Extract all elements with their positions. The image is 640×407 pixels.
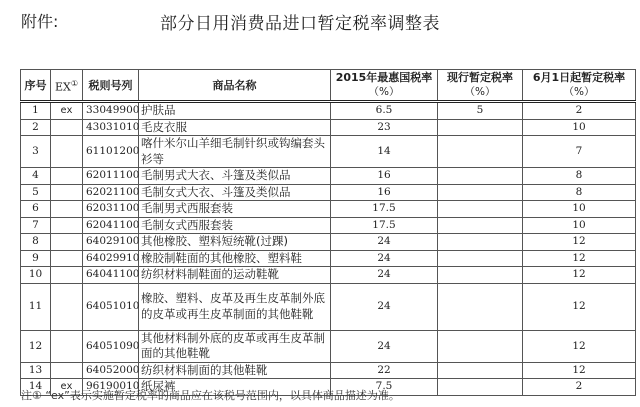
table-row xyxy=(21,168,636,185)
product-name: 橡胶、塑料、皮革及再生皮革制外底的皮革或再生皮革制面的其他鞋靴 xyxy=(139,283,331,330)
product-name: 其他材料制外底的皮革或再生皮革制面的其他鞋靴 xyxy=(139,330,331,362)
tariff-code: 64029100 xyxy=(83,234,139,251)
table-row xyxy=(21,250,636,267)
tariff-table xyxy=(20,69,636,396)
table-row xyxy=(21,267,636,284)
mfn-2015-rate: 16 xyxy=(331,168,438,185)
table-row xyxy=(21,362,636,379)
mfn-2015-rate: 16 xyxy=(331,184,438,201)
row-number: 9 xyxy=(21,250,51,267)
tariff-code: 33049900 xyxy=(83,102,139,120)
col-header-name: 商品名称 xyxy=(139,70,331,102)
product-name: 毛皮衣服 xyxy=(139,119,331,136)
document-title: 部分日用消费品进口暂定税率调整表 xyxy=(160,14,440,34)
jun1-provisional-rate: 12 xyxy=(523,267,636,284)
ex-flag xyxy=(51,201,83,218)
mfn-2015-rate: 23 xyxy=(331,119,438,136)
row-number: 5 xyxy=(21,184,51,201)
jun1-provisional-rate: 12 xyxy=(523,330,636,362)
mfn-2015-rate: 24 xyxy=(331,267,438,284)
current-provisional-rate xyxy=(438,168,523,185)
ex-flag xyxy=(51,119,83,136)
tariff-code: 64029910 xyxy=(83,250,139,267)
mfn-2015-rate: 7.5 xyxy=(331,379,438,396)
ex-flag xyxy=(51,234,83,251)
col-header-jun1-rate: 6月1日起暂定税率 （%） xyxy=(523,70,636,102)
table-row xyxy=(21,102,636,120)
col-header-mfn-2015: 2015年最惠国税率 （%） xyxy=(331,70,438,102)
tariff-code: 64041100 xyxy=(83,267,139,284)
tariff-code: 62041100 xyxy=(83,217,139,234)
table-row xyxy=(21,283,636,330)
current-provisional-rate xyxy=(438,379,523,396)
tariff-code: 62031100 xyxy=(83,201,139,218)
jun1-provisional-rate: 10 xyxy=(523,119,636,136)
table-row xyxy=(21,119,636,136)
jun1-provisional-rate: 2 xyxy=(523,102,636,120)
table-row xyxy=(21,201,636,218)
row-number: 14 xyxy=(21,379,51,396)
product-name: 其他橡胶、塑料短统靴(过踝) xyxy=(139,234,331,251)
ex-flag xyxy=(51,283,83,330)
current-provisional-rate xyxy=(438,283,523,330)
product-name: 橡胶制鞋面的其他橡胶、塑料鞋 xyxy=(139,250,331,267)
jun1-provisional-rate: 8 xyxy=(523,168,636,185)
current-provisional-rate xyxy=(438,119,523,136)
table-row xyxy=(21,136,636,168)
product-name: 纸尿裤 xyxy=(139,379,331,396)
jun1-provisional-rate: 12 xyxy=(523,283,636,330)
jun1-provisional-rate: 12 xyxy=(523,250,636,267)
row-number: 11 xyxy=(21,283,51,330)
ex-flag xyxy=(51,362,83,379)
col-header-current-rate: 现行暂定税率 （%） xyxy=(438,70,523,102)
table-header-row xyxy=(21,70,636,102)
attachment-label: 附件: xyxy=(21,12,59,31)
jun1-provisional-rate: 8 xyxy=(523,184,636,201)
jun1-provisional-rate: 12 xyxy=(523,234,636,251)
mfn-2015-rate: 17.5 xyxy=(331,201,438,218)
col-header-code: 税则号列 xyxy=(83,70,139,102)
product-name: 毛制女式大衣、斗篷及类似品 xyxy=(139,184,331,201)
tariff-code: 61101200 xyxy=(83,136,139,168)
jun1-provisional-rate: 10 xyxy=(523,201,636,218)
jun1-provisional-rate: 12 xyxy=(523,362,636,379)
tariff-code: 64051090 xyxy=(83,330,139,362)
ex-flag xyxy=(51,250,83,267)
ex-flag xyxy=(51,217,83,234)
tariff-code: 64051010 xyxy=(83,283,139,330)
ex-flag xyxy=(51,136,83,168)
current-provisional-rate xyxy=(438,267,523,284)
current-provisional-rate xyxy=(438,184,523,201)
row-number: 12 xyxy=(21,330,51,362)
row-number: 3 xyxy=(21,136,51,168)
table-row xyxy=(21,184,636,201)
row-number: 6 xyxy=(21,201,51,218)
table-row xyxy=(21,330,636,362)
mfn-2015-rate: 14 xyxy=(331,136,438,168)
tariff-code: 43031010 xyxy=(83,119,139,136)
product-name: 喀什米尔山羊细毛制针织或钩编套头衫等 xyxy=(139,136,331,168)
mfn-2015-rate: 24 xyxy=(331,234,438,251)
tariff-code: 62021100 xyxy=(83,184,139,201)
product-name: 毛制男式西服套装 xyxy=(139,201,331,218)
jun1-provisional-rate: 7 xyxy=(523,136,636,168)
ex-flag: ex xyxy=(51,379,83,396)
mfn-2015-rate: 24 xyxy=(331,283,438,330)
current-provisional-rate xyxy=(438,330,523,362)
footnote: 注① “ex”表示实施暂定税率的商品应在该税号范围内，以具体商品描述为准。 xyxy=(21,389,400,402)
product-name: 毛制女式西服套装 xyxy=(139,217,331,234)
current-provisional-rate xyxy=(438,362,523,379)
tariff-code: 64052000 xyxy=(83,362,139,379)
jun1-provisional-rate: 2 xyxy=(523,379,636,396)
current-provisional-rate xyxy=(438,136,523,168)
ex-flag xyxy=(51,184,83,201)
mfn-2015-rate: 24 xyxy=(331,250,438,267)
col-header-ex: EX① xyxy=(51,70,83,102)
product-name: 纺织材料制面的其他鞋靴 xyxy=(139,362,331,379)
product-name: 纺织材料制鞋面的运动鞋靴 xyxy=(139,267,331,284)
row-number: 4 xyxy=(21,168,51,185)
mfn-2015-rate: 6.5 xyxy=(331,102,438,120)
ex-flag xyxy=(51,168,83,185)
mfn-2015-rate: 17.5 xyxy=(331,217,438,234)
ex-flag xyxy=(51,267,83,284)
table-row xyxy=(21,234,636,251)
row-number: 2 xyxy=(21,119,51,136)
current-provisional-rate xyxy=(438,217,523,234)
tariff-code: 96190010 xyxy=(83,379,139,396)
jun1-provisional-rate: 10 xyxy=(523,217,636,234)
ex-flag xyxy=(51,330,83,362)
mfn-2015-rate: 22 xyxy=(331,362,438,379)
col-header-no: 序号 xyxy=(21,70,51,102)
row-number: 8 xyxy=(21,234,51,251)
product-name: 护肤品 xyxy=(139,102,331,120)
product-name: 毛制男式大衣、斗篷及类似品 xyxy=(139,168,331,185)
current-provisional-rate xyxy=(438,201,523,218)
table-row xyxy=(21,217,636,234)
row-number: 10 xyxy=(21,267,51,284)
row-number: 7 xyxy=(21,217,51,234)
row-number: 1 xyxy=(21,102,51,120)
current-provisional-rate xyxy=(438,234,523,251)
current-provisional-rate: 5 xyxy=(438,102,523,120)
tariff-code: 62011100 xyxy=(83,168,139,185)
mfn-2015-rate: 24 xyxy=(331,330,438,362)
current-provisional-rate xyxy=(438,250,523,267)
row-number: 13 xyxy=(21,362,51,379)
ex-flag: ex xyxy=(51,102,83,120)
